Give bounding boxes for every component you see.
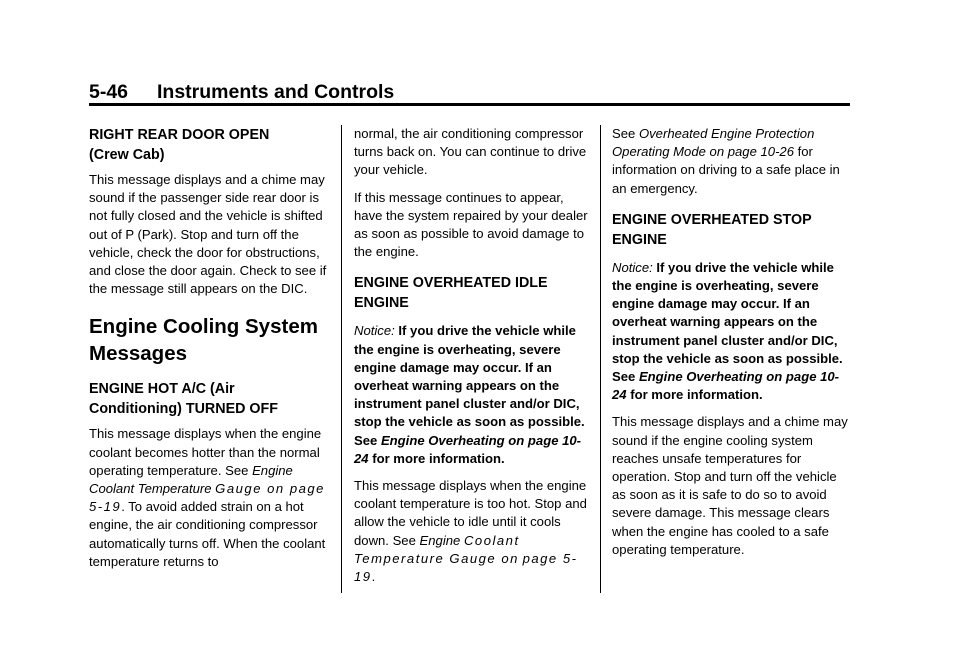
paragraph-repair: If this message continues to appear, have the system repaired by your dealer as soon as possible to avoid damage to the engine. [354,189,588,260]
column-divider-2 [600,125,601,593]
paragraph-see-protection: See Overheated Engine Protection Operating Mode on page 10-26 for information on driving to a safe place in an emergency. [612,126,840,196]
heading-right-rear-door: RIGHT REAR DOOR OPEN (Crew Cab) [89,127,270,163]
link-engine-overheating-page[interactable]: page 10-24 [354,432,582,466]
paragraph-idle: This message displays when the engine coolant temperature is too hot. Stop and allow the vehicle to idle until it cools down. See Engine Coolant Temperature Gauge on page 5-19. [354,478,587,585]
paragraph-engine-hot-ac: This message displays when the engine coolant becomes hotter than the normal operating temperature. See Engine Coolant Temperature Gauge on page 5-19. To avoid added strain on a hot engine, the air conditioning compressor automatically turns off. When the coolant temperature returns to [89,426,326,569]
section-title: Instruments and Controls [157,81,395,103]
column-divider-1 [341,125,342,593]
link-coolant-gauge-2b[interactable]: Coolant Temperature Gauge on [354,532,520,566]
notice-stop: Notice: If you drive the vehicle while the engine is overheating, severe engine damage may occur. If an overheat warning appears on the instrument panel cluster and/or DIC, stop the vehicle as soon as possible. See Engine Overheating on page 10-24 for more information. [612,259,843,403]
link-overheated-protection[interactable]: Overheated Engine Protection [638,126,815,141]
paragraph-continued: normal, the air conditioning compressor turns back on. You can continue to drive your vehicle. [354,126,587,178]
link-engine-overheating-2[interactable]: Engine Overheating on [638,369,783,385]
heading-engine-hot-ac: ENGINE HOT A/C (Air Conditioning) TURNED OFF [89,381,278,418]
heading-engine-overheated-idle: ENGINE OVERHEATED IDLE ENGINE [354,275,548,312]
link-engine-overheating-2-page[interactable]: page 10-24 [612,369,840,403]
link-coolant-gauge-2-page[interactable]: page 5-19 [354,550,578,585]
link-coolant-gauge[interactable]: Engine Coolant Temperature [89,462,293,497]
page-number: 5-46 [89,81,129,103]
heading-engine-overheated-stop: ENGINE OVERHEATED STOP ENGINE [612,211,812,248]
notice-idle: Notice: If you drive the vehicle while the engine is overheating, severe engine damage may occur. If an overheat warning appears on the instrument panel cluster and/or DIC, stop the vehicle as soon as possible. See Engine Overheating on page 10-24 for more information. [354,323,585,466]
heading-engine-cooling: Engine Cooling System Messages [89,315,318,366]
link-overheated-protection-page[interactable]: Operating Mode on page 10-26 [612,144,794,160]
header-rule [89,103,850,106]
link-engine-overheating[interactable]: Engine Overheating on [380,432,525,448]
column-3 [612,125,852,559]
column-2 [354,125,594,586]
paragraph-stop: This message displays and a chime may sound if the engine cooling system reaches unsafe temperatures for operation. Stop and turn off the vehicle as soon as it is safe to do so to avoid severe damage. This message clears when the engine has cooled to a safe operating temperature. [612,414,848,557]
column-1 [89,125,329,571]
paragraph-right-rear-door: This message displays and a chime may sound if the passenger side rear door is not fully closed and the vehicle is shifted out of P (Park). Stop and turn off the vehicle, check the door for obstructions, and close the door again. Check to see if the message still appears on the DIC. [89,172,327,297]
link-coolant-gauge-page[interactable]: Gauge on page 5-19 [89,481,325,515]
link-coolant-gauge-2[interactable]: Engine [419,532,461,548]
